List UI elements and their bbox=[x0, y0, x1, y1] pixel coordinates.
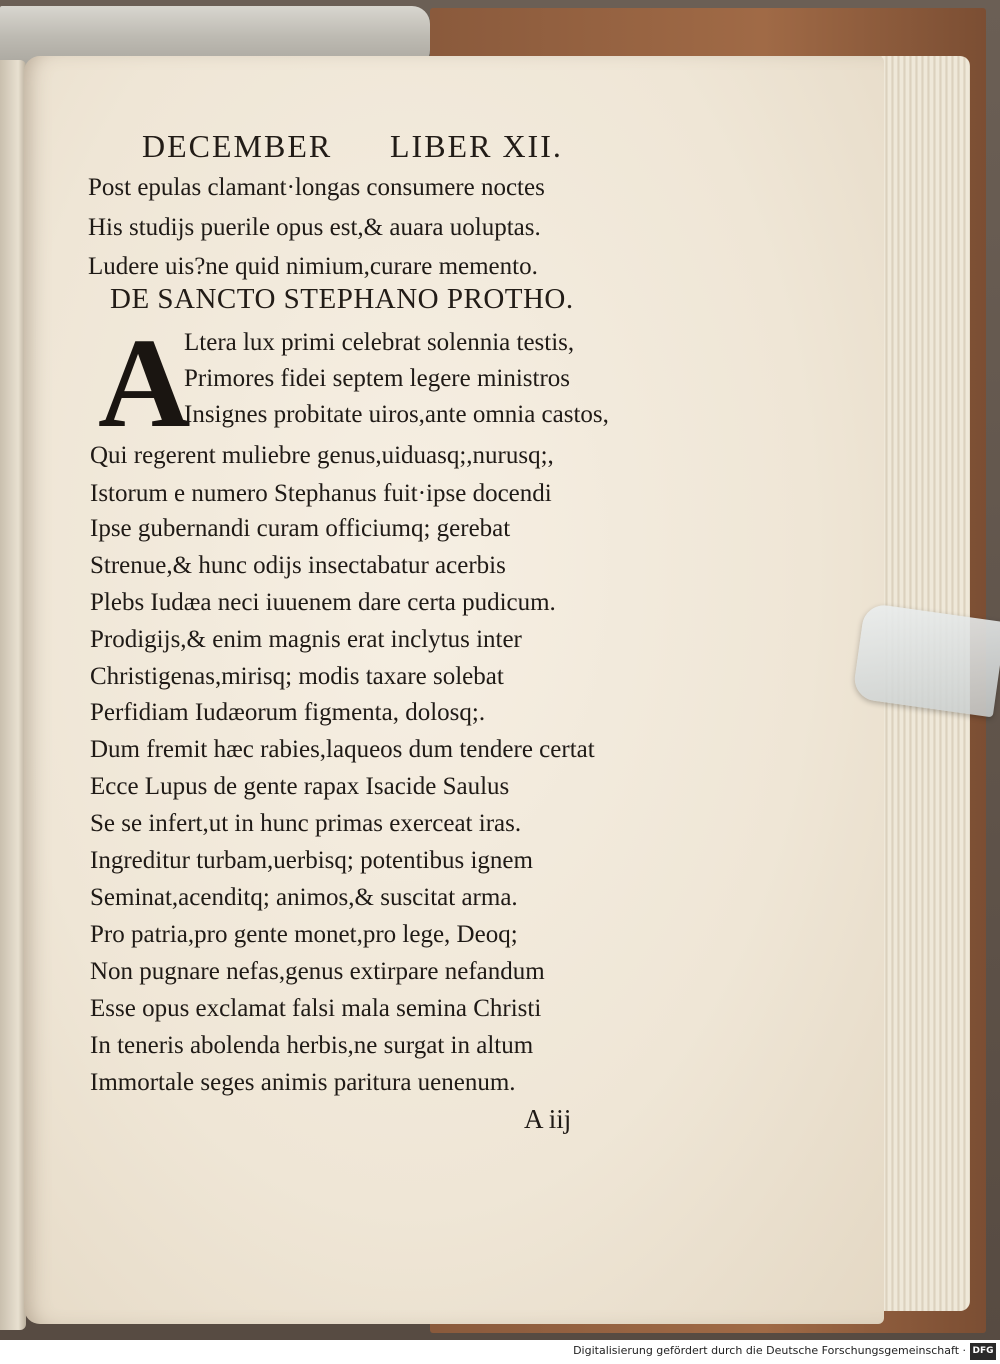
verse-line: Esse opus exclamat falsi mala semina Christi bbox=[90, 995, 542, 1022]
running-head-left: DECEMBER bbox=[142, 128, 333, 164]
verse-line: Dum fremit hæc rabies,laqueos dum tendere certat bbox=[90, 736, 595, 763]
verse-line: Post epulas clamant·longas consumere noctes bbox=[88, 174, 545, 201]
running-head-right: LIBER XII. bbox=[390, 128, 563, 164]
verse-line: Se se infert,ut in hunc primas exerceat iras. bbox=[90, 810, 522, 837]
verse-line: Strenue,& hunc odijs insectabatur acerbis bbox=[90, 552, 506, 579]
dfg-logo: DFG bbox=[970, 1343, 996, 1360]
facing-page-edge bbox=[0, 60, 26, 1330]
decorated-initial: A bbox=[98, 312, 191, 454]
verse-line: Qui regerent muliebre genus,uiduasq;,nurusq;, bbox=[90, 442, 554, 469]
verse-line: Ipse gubernandi curam officiumq; gerebat bbox=[90, 515, 511, 542]
verse-line: Ecce Lupus de gente rapax Isacide Saulus bbox=[90, 773, 510, 800]
verse-line: Insignes probitate uiros,ante omnia castos, bbox=[184, 401, 609, 428]
verse-line: Plebs Iudæa neci iuuenem dare certa pudicum. bbox=[90, 589, 556, 616]
signature-mark: A iij bbox=[524, 1104, 572, 1134]
verse-line: His studijs puerile opus est,& auara uoluptas. bbox=[88, 214, 541, 241]
verse-line: Immortale seges animis paritura uenenum. bbox=[90, 1069, 516, 1096]
verse-line: Prodigijs,& enim magnis erat inclytus inter bbox=[90, 626, 522, 653]
verse-line: Perfidiam Iudæorum figmenta, dolosq;. bbox=[90, 699, 486, 726]
verse-line: Ltera lux primi celebrat solennia testis, bbox=[184, 329, 575, 356]
footer-credit: Digitalisierung gefördert durch die Deutsche Forschungsgemeinschaft · bbox=[573, 1344, 966, 1357]
verse-line: Ingreditur turbam,uerbisq; potentibus ignem bbox=[90, 847, 533, 874]
verse-line: Istorum e numero Stephanus fuit·ipse docendi bbox=[90, 480, 552, 507]
verse-line: Seminat,acenditq; animos,& suscitat arma. bbox=[90, 884, 518, 911]
footer-bar bbox=[0, 1340, 1000, 1364]
verse-line: Non pugnare nefas,genus extirpare nefandum bbox=[90, 958, 545, 985]
book-page bbox=[24, 56, 884, 1324]
side-clip bbox=[852, 603, 1000, 718]
verse-line: Pro patria,pro gente monet,pro lege, Deoq; bbox=[90, 921, 518, 948]
verse-line: Primores fidei septem legere ministros bbox=[184, 365, 571, 392]
verse-line: In teneris abolenda herbis,ne surgat in altum bbox=[90, 1032, 534, 1059]
verse-line: Christigenas,mirisq; modis taxare solebat bbox=[90, 663, 504, 690]
verse-line: Ludere uis?ne quid nimium,curare memento. bbox=[88, 253, 538, 280]
section-heading: DE SANCTO STEPHANO PROTHO. bbox=[110, 283, 574, 315]
